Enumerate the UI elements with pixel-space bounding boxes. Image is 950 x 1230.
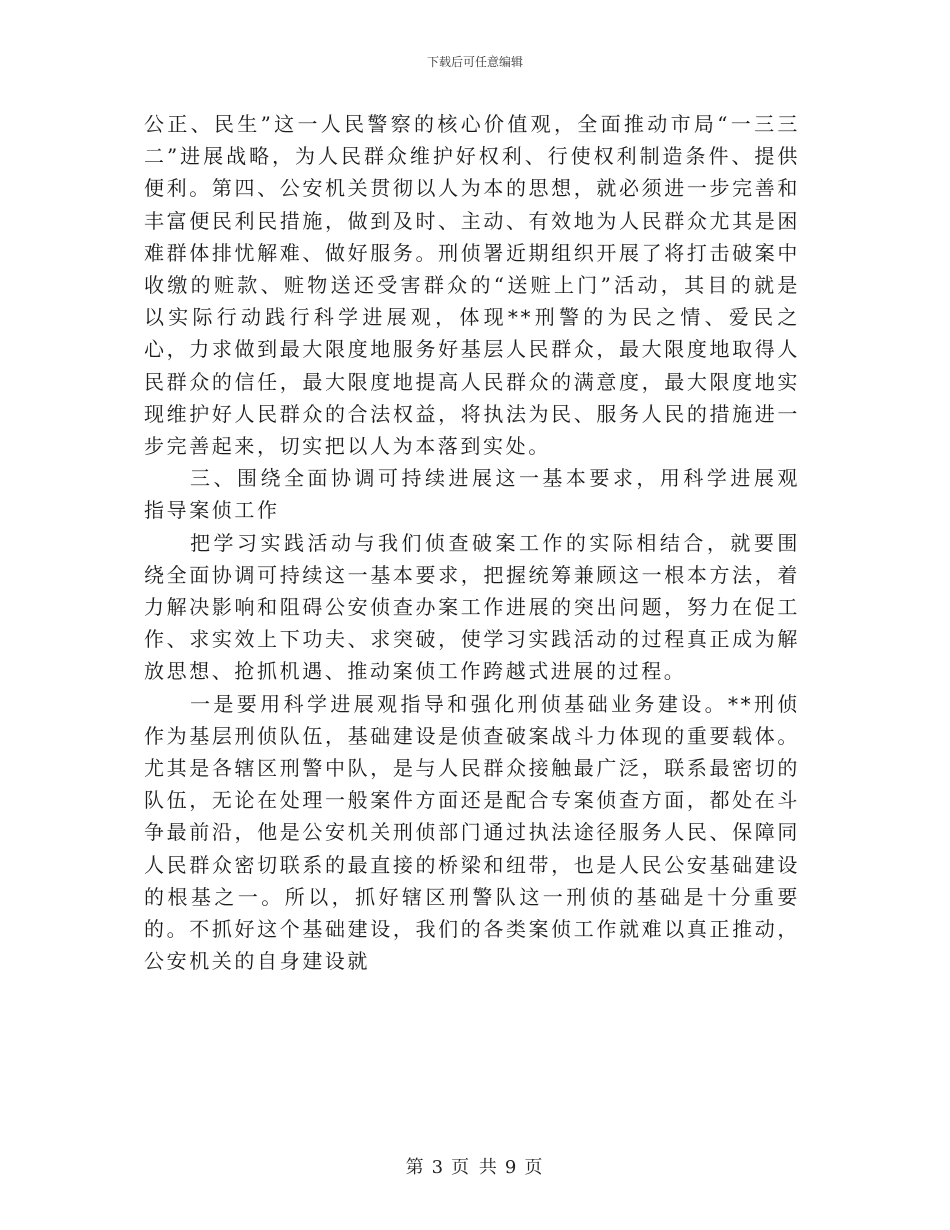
- total-page-number: 9: [504, 1157, 519, 1178]
- page-header: 下载后可任意编辑: [426, 55, 523, 69]
- paragraph-4: 一是要用科学进展观指导和强化刑侦基础业务建设。**刑侦作为基层刑侦队伍，基础建设是侦查破案战斗力体现的重要载体。尤其是各辖区刑警中队，是与人民群众接触最广泛，联系最密切的队伍，无论在处理一般案件方面还是配合专案侦查方面，都处在斗争最前沿，他是公安机关刑侦部门通过执法途径服务人民、保障同人民群众密切联系的最直接的桥梁和纽带，也是人民公安基础建设的根基之一。所以，抓好辖区刑警队这一刑侦的基础是十分重要的。不抓好这个基础建设，我们的各类案侦工作就难以真正推动，公安机关的自身建设就: [144, 691, 800, 974]
- footer-middle: 页 共: [451, 1157, 499, 1178]
- footer-prefix: 第: [405, 1157, 426, 1178]
- footer-suffix: 页: [524, 1157, 545, 1178]
- current-page-number: 3: [431, 1157, 446, 1178]
- section-heading-3: 三、围绕全面协调可持续进展这一基本要求，用科学进展观指导案侦工作: [144, 466, 800, 523]
- page-footer: [0, 1157, 950, 1179]
- paragraph-1: 公正、民生”这一人民警察的核心价值观，全面推动市局“一三三二”进展战略，为人民群众维护好权利、行使权利制造条件、提供便利。第四、公安机关贯彻以人为本的思想，就必须进一步完善和丰富便民利民措施，做到及时、主动、有效地为人民群众尤其是困难群体排忧解难、做好服务。刑侦署近期组织开展了将打击破案中收缴的赃款、赃物送还受害群众的“送赃上门”活动，其目的就是以实际行动践行科学进展观，体现**刑警的为民之情、爱民之心，力求做到最大限度地服务好基层人民群众，最大限度地取得人民群众的信任，最大限度地提高人民群众的满意度，最大限度地实现维护好人民群众的合法权益，将执法为民、服务人民的措施进一步完善起来，切实把以人为本落到实处。: [144, 112, 800, 459]
- document-body: [144, 108, 800, 977]
- paragraph-3: 把学习实践活动与我们侦查破案工作的实际相结合，就要围绕全面协调可持续这一基本要求，把握统筹兼顾这一根本方法，着力解决影响和阻碍公安侦查办案工作进展的突出问题，努力在促工作、求实效上下功夫、求突破，使学习实践活动的过程真正成为解放思想、抢抓机遇、推动案侦工作跨越式进展的过程。: [144, 530, 800, 684]
